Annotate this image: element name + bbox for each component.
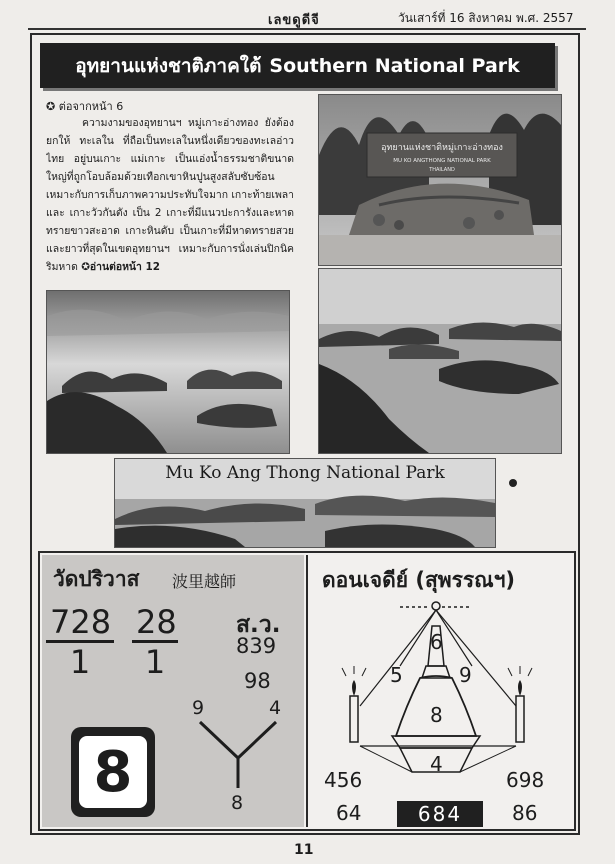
number-86: 86 (512, 801, 538, 825)
big-number: 8 (79, 736, 147, 808)
continued-to-note: ✪อ่านต่อหน้า 12 (81, 261, 160, 273)
page-number: 11 (294, 842, 314, 858)
highlight-number-684: 684 (397, 801, 483, 827)
islands-photo-right (318, 268, 562, 454)
fraction-1-numerator: 728 (46, 604, 114, 643)
number-64: 64 (336, 801, 362, 825)
pagoda-base-number: 4 (430, 752, 443, 776)
pagoda-icon (340, 596, 550, 786)
sign-text-english: MU KO ANGTHONG NATIONAL PARK (393, 158, 491, 164)
number-839: 839 (236, 634, 277, 658)
fraction-1-denominator: 1 (69, 643, 91, 681)
pagoda-top-number: 6 (430, 630, 443, 654)
wide-photo-caption: Mu Ko Ang Thong National Park (165, 463, 445, 483)
article-body (46, 114, 294, 284)
continued-from-note (46, 97, 123, 115)
publication-name: เลขดูดีจี (268, 13, 320, 28)
continued-from-text: ต่อจากหน้า 6 (58, 100, 124, 113)
banner-title-thai: อุทยานแห่งชาติภาคใต้ (75, 54, 262, 77)
header-rule (28, 28, 586, 30)
fraction-28 (132, 604, 178, 681)
park-sign-photo (318, 94, 562, 266)
chinese-title: 波里越師 (172, 572, 237, 591)
pagoda-left-number: 5 (390, 663, 403, 687)
bullet-dot (509, 479, 517, 487)
issue-date: วันเสาร์ที่ 16 สิงหาคม พ.ศ. 2557 (398, 11, 574, 25)
number-456: 456 (324, 768, 363, 792)
fraction-728 (46, 604, 114, 681)
star-icon: ✪ (46, 100, 59, 113)
y-diagram-bottom-number: 8 (231, 792, 244, 814)
pagoda-right-number: 9 (459, 663, 472, 687)
y-diagram-left-number: 9 (192, 697, 205, 719)
y-diagram-right-number: 4 (269, 697, 282, 719)
islands-photo-left (46, 290, 290, 454)
temple-title-right: ดอนเจดีย์ (สุพรรณฯ) (322, 568, 516, 592)
fraction-2-numerator: 28 (132, 604, 178, 643)
banner-title-english: Southern National Park (269, 54, 520, 77)
sw-label: ส.ว. (236, 612, 281, 638)
temple-title-left: วัดปริวาส (53, 567, 140, 591)
sign-text-thai: อุทยานแห่งชาติหมู่เกาะอ่างทอง (381, 143, 503, 153)
number-698: 698 (506, 768, 545, 792)
continued-to-text: อ่านต่อหน้า 12 (89, 261, 160, 273)
article-banner (40, 43, 555, 88)
wide-islands-photo (114, 458, 496, 548)
article-text: ความงามของอุทยานฯ หมู่เกาะอ่างทอง ยังต้องยกให้ ทะเลใน ที่ถือเป็นทะเลในหนึ่งเดียวของทะเลอ่าวไทย อยู่บนเกาะ แม่เกาะ เป็นแอ่งน้ำธรรมชาติขนาดใหญ่ที่ถูกโอบล้อมด้วยเทือกเขาหินปูนสูงสลับซับซ้อน เหมาะกับการเก็บภาพความประทับใจมาก เกาะท้ายเพลา และ เกาะวัวกันตัง เป็น 2 เกาะที่มีแนวปะการังและหาดทรายขาวสะอาด เกาะหินดับ เป็นเกาะที่มีหาดทรายสวยและยาวที่สุดในเขตอุทยานฯ เหมาะกับการนั่งเล่นปิกนิคริมหาด (46, 117, 294, 273)
sign-text-country: THAILAND (429, 167, 455, 173)
fraction-2-denominator: 1 (144, 643, 166, 681)
big-number-box (71, 727, 155, 817)
number-98: 98 (244, 669, 271, 693)
pagoda-center-number: 8 (430, 703, 443, 727)
